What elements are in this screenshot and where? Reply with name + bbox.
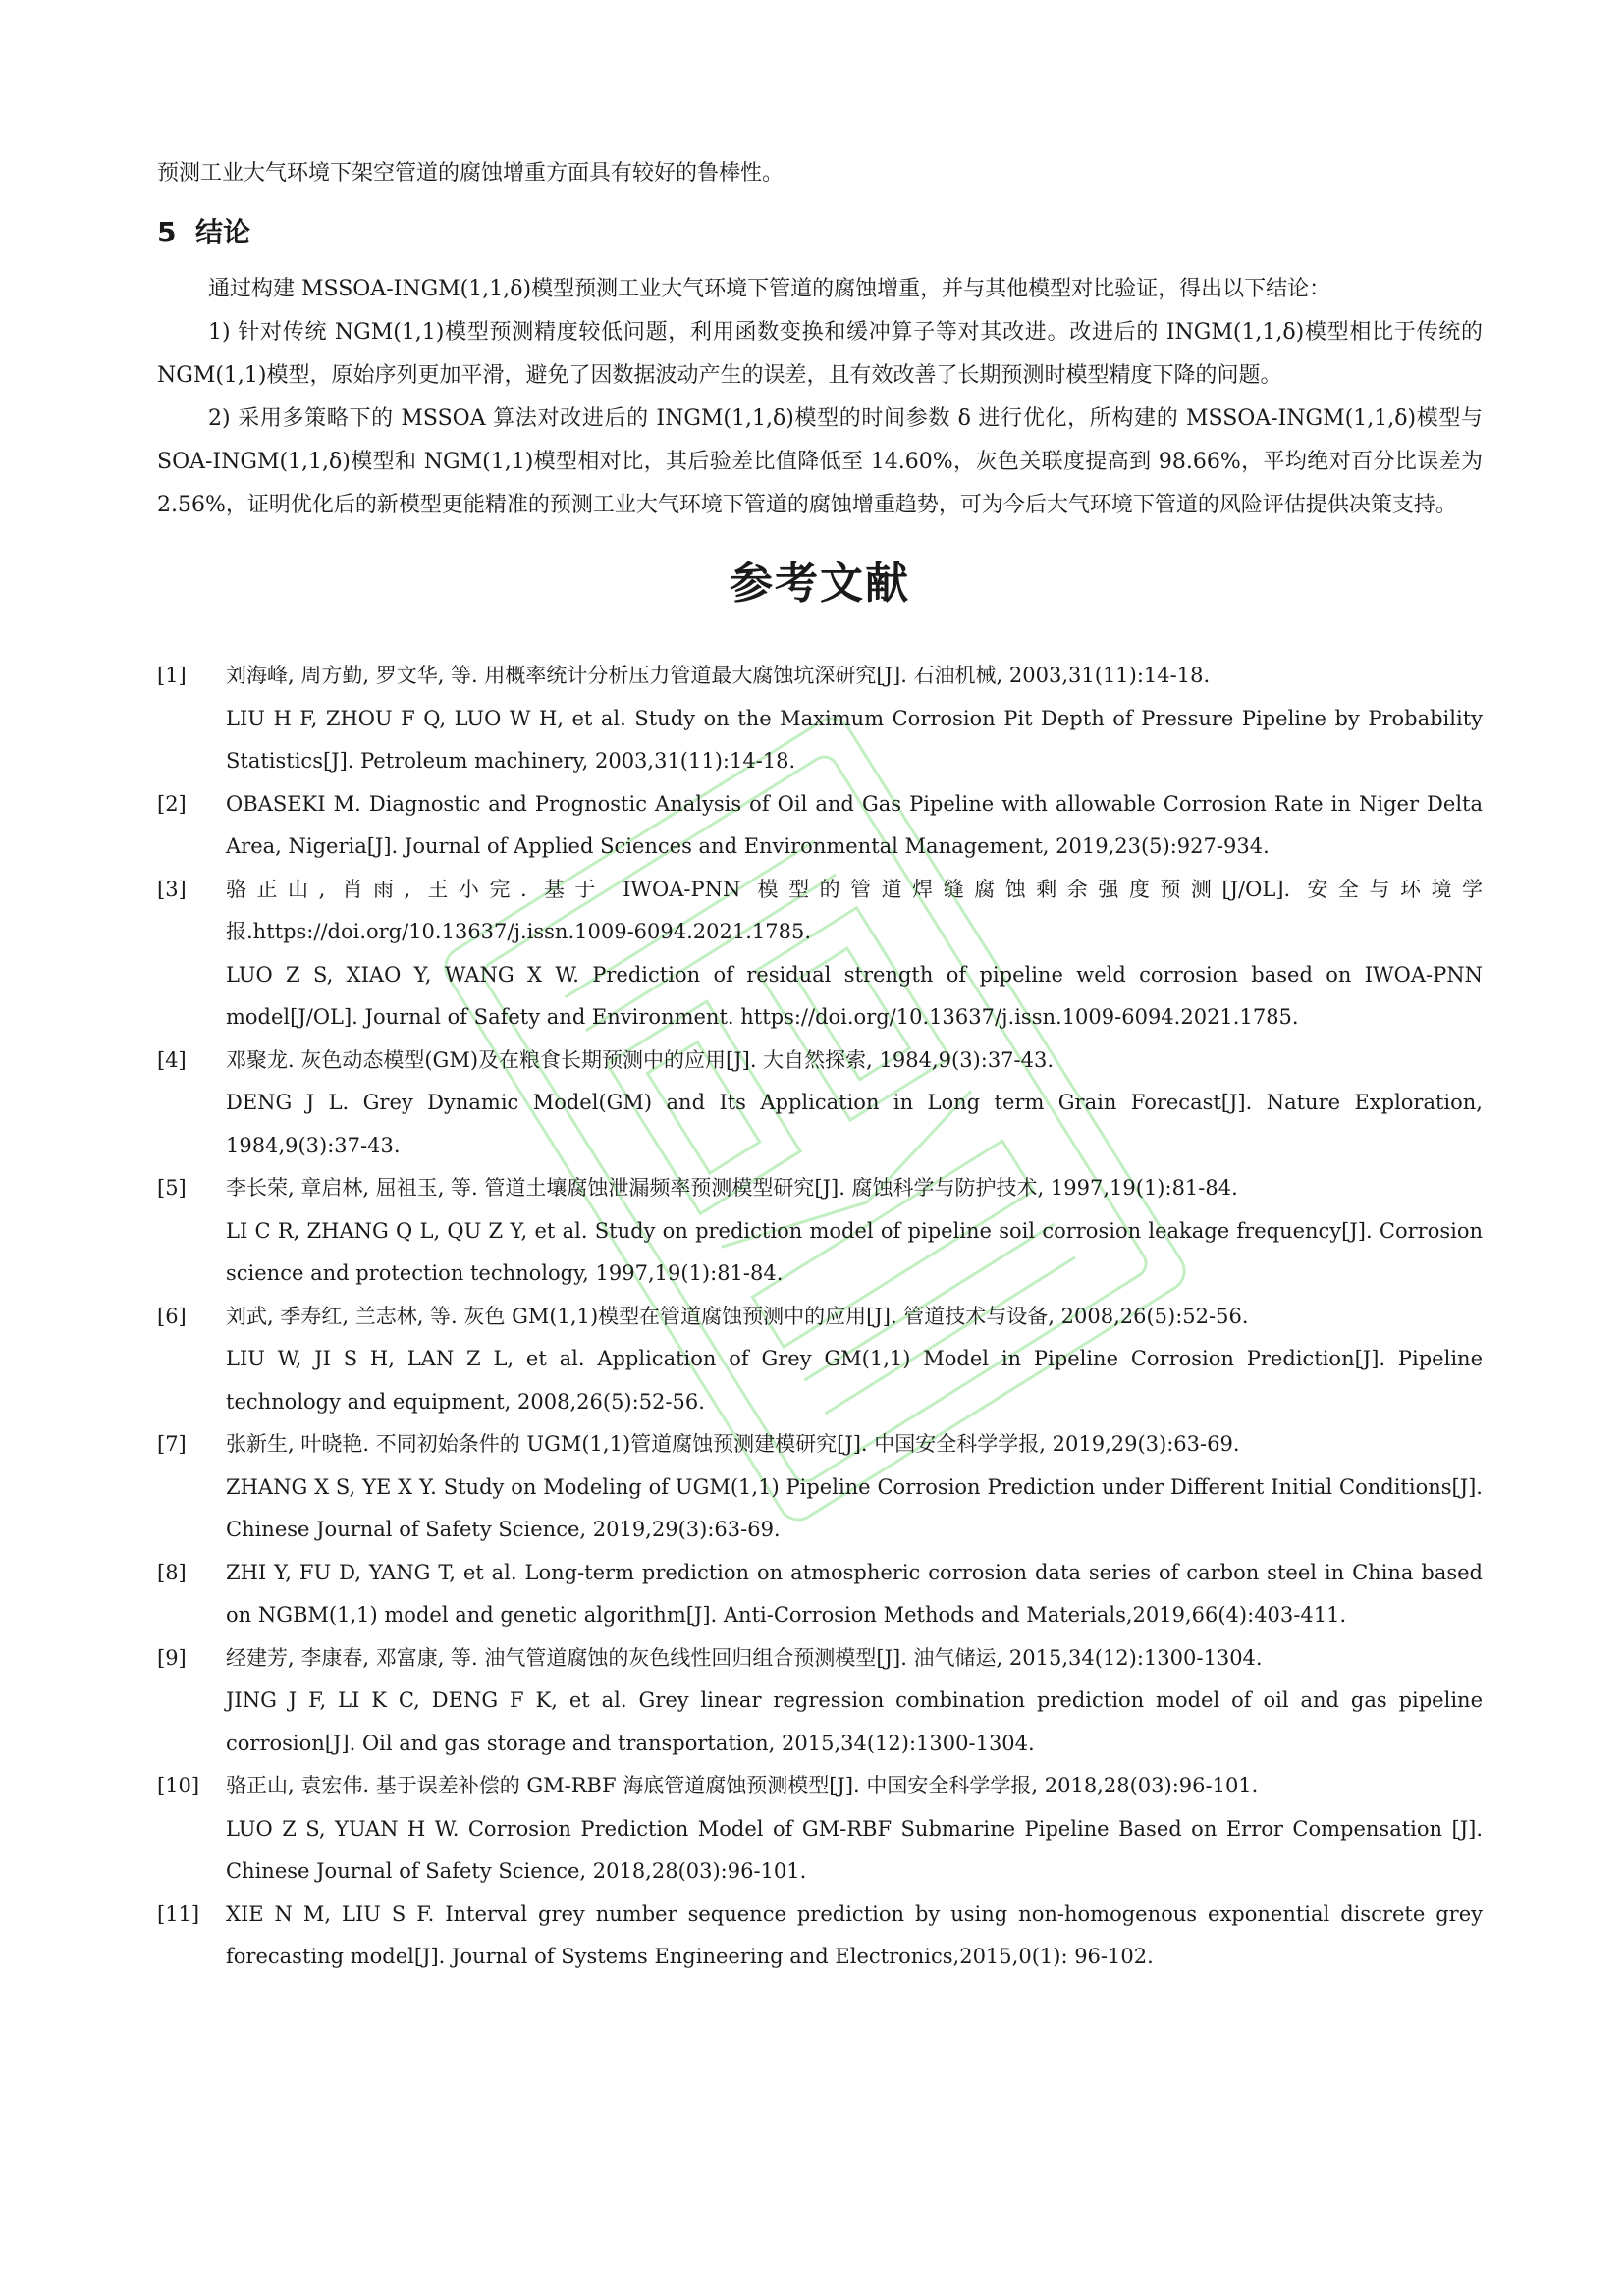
reference-en: XIE N M, LIU S F. Interval grey number sequence prediction by using non-homogenous exponential discrete grey forecasting model[J]. Journal of Systems Engineering and Electronics,2015,0(1): 96-102. [226,1901,1483,1968]
reference-item [157,783,1483,869]
content-area [157,152,1483,1979]
reference-number: [5] [157,1176,187,1200]
reference-number: [6] [157,1304,187,1328]
reference-list [157,655,1483,1979]
reference-item [157,1552,1483,1637]
reference-en: LUO Z S, XIAO Y, WANG X W. Prediction of residual strength of pipeline weld corrosion based on IWOA-PNN model[J/OL]. Journal of Safety and Environment. https://doi.org/10.13637/j.issn.1009-6094.2021.1785. [226,962,1483,1029]
reference-item [157,1894,1483,1979]
conclusion-paragraph: 2) 采用多策略下的 MSSOA 算法对改进后的 INGM(1,1,δ)模型的时间参数 δ 进行优化，所构建的 MSSOA-INGM(1,1,δ)模型与 SOA-INGM(1,1,δ)模型和 NGM(1,1)模型相对比，其后验差比值降低至 14.60%，灰色关联度提高到 98.66%，平均绝对百分比误差为 2.56%，证明优化后的新模型更能精准的预测工业大气环境下管道的腐蚀增重趋势，可为今后大气环境下管道的风险评估提供决策支持。 [157,406,1483,517]
reference-number: [9] [157,1645,187,1670]
reference-number: [8] [157,1560,187,1584]
reference-en: ZHANG X S, YE X Y. Study on Modeling of UGM(1,1) Pipeline Corrosion Prediction under Different Initial Conditions[J]. Chinese Journal of Safety Science, 2019,29(3):63-69. [226,1474,1483,1541]
reference-en: LIU H F, ZHOU F Q, LUO W H, et al. Study on the Maximum Corrosion Pit Depth of Pressure Pipeline by Probability Statistics[J]. Petroleum machinery, 2003,31(11):14-18. [226,706,1483,773]
reference-cn: 骆正山, 袁宏伟. 基于误差补偿的 GM-RBF 海底管道腐蚀预测模型[J]. 中国安全科学学报, 2018,28(03):96-101. [226,1774,1259,1797]
reference-number: [1] [157,664,187,687]
section-number: 5 [157,216,177,248]
reference-item [157,1296,1483,1424]
reference-cn: 刘武, 季寿红, 兰志林, 等. 灰色 GM(1,1)模型在管道腐蚀预测中的应用[J]. 管道技术与设备, 2008,26(5):52-56. [226,1304,1249,1328]
reference-cn: 骆正山, 肖雨, 王小完. 基于 IWOA-PNN 模型的管道焊缝腐蚀剩余强度预测[J/OL]. 安全与环境学报.https://doi.org/10.13637/j.issn.1009-6094.2021.1785. [226,877,1483,943]
reference-en: LIU W, JI S H, LAN Z L, et al. Application of Grey GM(1,1) Model in Pipeline Corrosion Prediction[J]. Pipeline technology and equipment, 2008,26(5):52-56. [226,1347,1483,1414]
reference-en: LI C R, ZHANG Q L, QU Z Y, et al. Study on prediction model of pipeline soil corrosion leakage frequency[J]. Corrosion science and protection technology, 1997,19(1):81-84. [226,1218,1483,1285]
reference-number: [10] [157,1774,200,1797]
reference-item [157,1167,1483,1296]
reference-item [157,1637,1483,1766]
reference-item [157,655,1483,783]
reference-item [157,1040,1483,1168]
references-title: 参考文献 [730,559,910,609]
reference-number: [3] [157,877,187,901]
reference-cn: 张新生, 叶晓艳. 不同初始条件的 UGM(1,1)管道腐蚀预测建模研究[J]. 中国安全科学学报, 2019,29(3):63-69. [226,1432,1240,1456]
section-title: 结论 [194,216,250,248]
reference-en: ZHI Y, FU D, YANG T, et al. Long-term prediction on atmospheric corrosion data series of carbon steel in China based on NGBM(1,1) model and genetic algorithm[J]. Anti-Corrosion Methods and Materials,2019,66(4):403-411. [226,1560,1483,1627]
reference-number: [4] [157,1047,187,1072]
section-heading [157,213,1483,252]
reference-cn: 经建芳, 李康春, 邓富康, 等. 油气管道腐蚀的灰色线性回归组合预测模型[J]. 油气储运, 2015,34(12):1300-1304. [226,1645,1263,1670]
reference-number: [2] [157,791,187,816]
reference-number: [11] [157,1901,200,1926]
reference-number: [7] [157,1432,187,1456]
conclusion-paragraph: 通过构建 MSSOA-INGM(1,1,δ)模型预测工业大气环境下管道的腐蚀增重，并与其他模型对比验证，得出以下结论： [208,277,1331,301]
reference-en: JING J F, LI K C, DENG F K, et al. Grey linear regression combination prediction model of oil and gas pipeline corrosion[J]. Oil and gas storage and transportation, 2015,34(12):1300-1304. [226,1688,1483,1755]
reference-item [157,869,1483,1040]
continued-paragraph: 预测工业大气环境下架空管道的腐蚀增重方面具有较好的鲁棒性。 [157,161,785,186]
reference-cn: 邓聚龙. 灰色动态模型(GM)及在粮食长期预测中的应用[J]. 大自然探索, 1984,9(3):37-43. [226,1047,1055,1072]
reference-en: LUO Z S, YUAN H W. Corrosion Prediction Model of GM-RBF Submarine Pipeline Based on Error Compensation [J]. Chinese Journal of Safety Science, 2018,28(03):96-101. [226,1816,1483,1883]
reference-cn: 李长荣, 章启林, 屈祖玉, 等. 管道土壤腐蚀泄漏频率预测模型研究[J]. 腐蚀科学与防护技术, 1997,19(1):81-84. [226,1176,1238,1200]
conclusion-paragraph: 1) 针对传统 NGM(1,1)模型预测精度较低问题，利用函数变换和缓冲算子等对其改进。改进后的 INGM(1,1,δ)模型相比于传统的 NGM(1,1)模型，原始序列更加平滑，避免了因数据波动产生的误差，且有效改善了长期预测时模型精度下降的问题。 [157,320,1483,388]
reference-cn: 刘海峰, 周方勤, 罗文华, 等. 用概率统计分析压力管道最大腐蚀坑深研究[J]. 石油机械, 2003,31(11):14-18. [226,664,1211,687]
reference-en: DENG J L. Grey Dynamic Model(GM) and Its Application in Long term Grain Forecast[J]. Nature Exploration, 1984,9(3):37-43. [226,1091,1483,1157]
reference-en: OBASEKI M. Diagnostic and Prognostic Analysis of Oil and Gas Pipeline with allowable Corrosion Rate in Niger Delta Area, Nigeria[J]. Journal of Applied Sciences and Environmental Management, 2019,23(5):927-934. [226,791,1483,858]
reference-item [157,1765,1483,1894]
reference-item [157,1423,1483,1552]
